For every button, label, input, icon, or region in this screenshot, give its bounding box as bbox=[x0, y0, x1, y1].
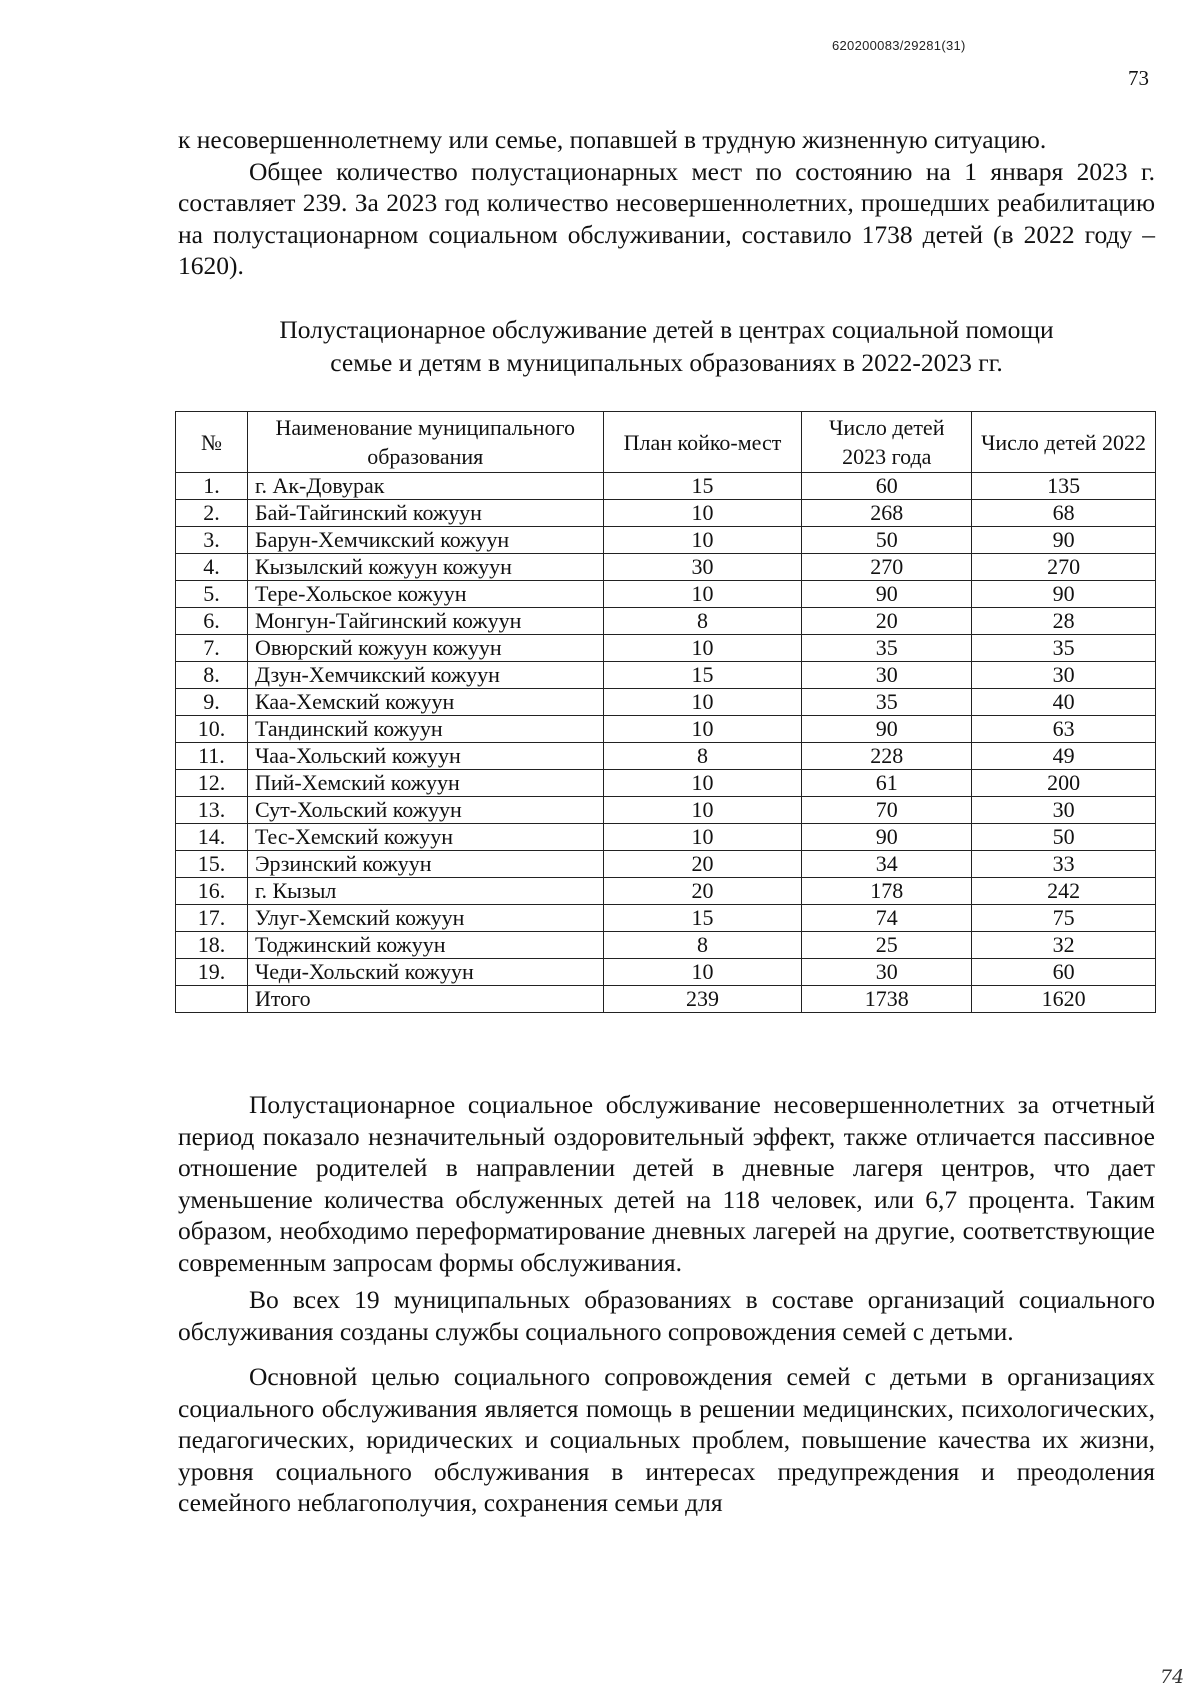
row-plan-beds: 15 bbox=[603, 905, 802, 932]
row-plan-beds: 15 bbox=[603, 662, 802, 689]
row-children-2022: 270 bbox=[972, 554, 1156, 581]
table-row bbox=[176, 959, 1156, 986]
row-number: 10. bbox=[176, 716, 248, 743]
row-plan-beds: 8 bbox=[603, 608, 802, 635]
table-row bbox=[176, 581, 1156, 608]
table-row bbox=[176, 878, 1156, 905]
row-municipality: Барун-Хемчикский кожуун bbox=[247, 527, 603, 554]
table-row bbox=[176, 851, 1156, 878]
row-municipality: Пий-Хемский кожуун bbox=[247, 770, 603, 797]
row-children-2023: 70 bbox=[802, 797, 972, 824]
row-municipality: Каа-Хемский кожуун bbox=[247, 689, 603, 716]
row-children-2022: 1620 bbox=[972, 986, 1156, 1013]
row-number: 8. bbox=[176, 662, 248, 689]
intro-text bbox=[178, 124, 1155, 282]
row-children-2022: 60 bbox=[972, 959, 1156, 986]
row-plan-beds: 10 bbox=[603, 527, 802, 554]
row-children-2023: 268 bbox=[802, 500, 972, 527]
row-number: 4. bbox=[176, 554, 248, 581]
row-municipality: Чаа-Хольский кожуун bbox=[247, 743, 603, 770]
table-row bbox=[176, 689, 1156, 716]
header-children-2022: Число детей 2022 bbox=[972, 412, 1156, 473]
row-children-2022: 90 bbox=[972, 527, 1156, 554]
row-municipality: Эрзинский кожуун bbox=[247, 851, 603, 878]
body-paragraph-2: Во всех 19 муниципальных образованиях в составе организаций социального обслуживания созданы службы социального сопровождения семей с детьми. bbox=[178, 1285, 1155, 1346]
intro-paragraph: Общее количество полустационарных мест по состоянию на 1 января 2023 г. составляет 239. За 2023 год количество несовершеннолетних, прошедших реабилитацию на полустационарном социальном обслуживании, составило 1738 детей (в 2022 году – 1620). bbox=[178, 156, 1155, 280]
row-municipality: Бай-Тайгинский кожуун bbox=[247, 500, 603, 527]
row-children-2023: 90 bbox=[802, 581, 972, 608]
row-number: 7. bbox=[176, 635, 248, 662]
row-children-2022: 90 bbox=[972, 581, 1156, 608]
row-plan-beds: 239 bbox=[603, 986, 802, 1013]
row-plan-beds: 15 bbox=[603, 473, 802, 500]
row-plan-beds: 30 bbox=[603, 554, 802, 581]
row-children-2023: 61 bbox=[802, 770, 972, 797]
row-children-2022: 40 bbox=[972, 689, 1156, 716]
row-number: 2. bbox=[176, 500, 248, 527]
table-row bbox=[176, 554, 1156, 581]
table-row bbox=[176, 527, 1156, 554]
row-municipality: Итого bbox=[247, 986, 603, 1013]
row-number: 5. bbox=[176, 581, 248, 608]
caption-line-2: семье и детям в муниципальных образованиях в 2022-2023 гг. bbox=[330, 348, 1003, 377]
table-row bbox=[176, 716, 1156, 743]
row-children-2022: 50 bbox=[972, 824, 1156, 851]
row-children-2023: 35 bbox=[802, 689, 972, 716]
row-children-2023: 30 bbox=[802, 662, 972, 689]
table-row bbox=[176, 635, 1156, 662]
row-municipality: Сут-Хольский кожуун bbox=[247, 797, 603, 824]
document-id: 620200083/29281(31) bbox=[832, 38, 966, 53]
table-total-row bbox=[176, 986, 1156, 1013]
body-paragraph-1: Полустационарное социальное обслуживание несовершеннолетних за отчетный период показало незначительный оздоровительный эффект, также отличается пассивное отношение родителей в направлении детей в дневные лагеря центров, что дает уменьшение количества обслуженных детей на 118 человек, или 6,7 процента. Таким образом, необходимо переформатирование дневных лагерей на другие, соответствующие современным запросам формы обслуживания. bbox=[178, 1090, 1155, 1277]
row-number: 6. bbox=[176, 608, 248, 635]
row-number: 12. bbox=[176, 770, 248, 797]
row-children-2023: 74 bbox=[802, 905, 972, 932]
table-row bbox=[176, 608, 1156, 635]
body-paragraph-3: Основной целью социального сопровождения семей с детьми в организациях социального обслуживания является помощь в решении медицинских, психологических, педагогических, юридических и социальных проблем, повышение качества их жизни, уровня социального обслуживания в интересах предупреждения и преодоления семейного неблагополучия, сохранения семьи для bbox=[178, 1362, 1155, 1517]
row-children-2022: 200 bbox=[972, 770, 1156, 797]
row-number: 9. bbox=[176, 689, 248, 716]
intro-line: к несовершеннолетнему или семье, попавшей в трудную жизненную ситуацию. bbox=[178, 125, 1047, 154]
row-number: 11. bbox=[176, 743, 248, 770]
row-children-2023: 50 bbox=[802, 527, 972, 554]
row-municipality: Кызылский кожуун кожуун bbox=[247, 554, 603, 581]
table-row bbox=[176, 797, 1156, 824]
row-children-2023: 228 bbox=[802, 743, 972, 770]
header-plan: План койко-мест bbox=[603, 412, 802, 473]
row-children-2022: 135 bbox=[972, 473, 1156, 500]
table-row bbox=[176, 932, 1156, 959]
table-row bbox=[176, 662, 1156, 689]
row-plan-beds: 10 bbox=[603, 689, 802, 716]
row-children-2023: 30 bbox=[802, 959, 972, 986]
header-num: № bbox=[176, 412, 248, 473]
row-children-2023: 25 bbox=[802, 932, 972, 959]
row-children-2022: 242 bbox=[972, 878, 1156, 905]
row-municipality: Чеди-Хольский кожуун bbox=[247, 959, 603, 986]
table-caption bbox=[178, 313, 1155, 379]
row-children-2022: 30 bbox=[972, 797, 1156, 824]
header-name: Наименование муниципального образования bbox=[247, 412, 603, 473]
row-children-2022: 68 bbox=[972, 500, 1156, 527]
row-number: 13. bbox=[176, 797, 248, 824]
row-number bbox=[176, 986, 248, 1013]
row-plan-beds: 8 bbox=[603, 932, 802, 959]
row-municipality: г. Кызыл bbox=[247, 878, 603, 905]
row-children-2023: 35 bbox=[802, 635, 972, 662]
row-children-2023: 20 bbox=[802, 608, 972, 635]
row-plan-beds: 10 bbox=[603, 797, 802, 824]
row-plan-beds: 10 bbox=[603, 635, 802, 662]
row-children-2022: 33 bbox=[972, 851, 1156, 878]
table-body bbox=[176, 473, 1156, 1013]
table-row bbox=[176, 743, 1156, 770]
row-children-2023: 60 bbox=[802, 473, 972, 500]
row-number: 17. bbox=[176, 905, 248, 932]
table-header-row bbox=[176, 412, 1156, 473]
row-children-2022: 28 bbox=[972, 608, 1156, 635]
data-table bbox=[175, 411, 1156, 1013]
row-municipality: Тере-Хольское кожуун bbox=[247, 581, 603, 608]
row-number: 15. bbox=[176, 851, 248, 878]
row-children-2022: 49 bbox=[972, 743, 1156, 770]
header-children-2023: Число детей 2023 года bbox=[802, 412, 972, 473]
row-municipality: Тес-Хемский кожуун bbox=[247, 824, 603, 851]
row-municipality: Улуг-Хемский кожуун bbox=[247, 905, 603, 932]
row-municipality: г. Ак-Довурак bbox=[247, 473, 603, 500]
row-plan-beds: 20 bbox=[603, 851, 802, 878]
row-children-2023: 34 bbox=[802, 851, 972, 878]
caption-line-1: Полустационарное обслуживание детей в центрах социальной помощи bbox=[279, 315, 1054, 344]
row-number: 19. bbox=[176, 959, 248, 986]
row-municipality: Овюрский кожуун кожуун bbox=[247, 635, 603, 662]
row-children-2022: 63 bbox=[972, 716, 1156, 743]
row-plan-beds: 10 bbox=[603, 959, 802, 986]
row-children-2023: 90 bbox=[802, 716, 972, 743]
table-row bbox=[176, 905, 1156, 932]
table-row bbox=[176, 824, 1156, 851]
row-municipality: Дзун-Хемчикский кожуун bbox=[247, 662, 603, 689]
row-children-2023: 178 bbox=[802, 878, 972, 905]
row-children-2022: 32 bbox=[972, 932, 1156, 959]
row-number: 1. bbox=[176, 473, 248, 500]
row-number: 18. bbox=[176, 932, 248, 959]
row-plan-beds: 8 bbox=[603, 743, 802, 770]
table-row bbox=[176, 500, 1156, 527]
row-plan-beds: 10 bbox=[603, 581, 802, 608]
row-plan-beds: 10 bbox=[603, 500, 802, 527]
row-municipality: Тандинский кожуун bbox=[247, 716, 603, 743]
row-children-2022: 75 bbox=[972, 905, 1156, 932]
row-children-2023: 270 bbox=[802, 554, 972, 581]
row-number: 14. bbox=[176, 824, 248, 851]
row-plan-beds: 10 bbox=[603, 716, 802, 743]
row-children-2023: 1738 bbox=[802, 986, 972, 1013]
row-plan-beds: 10 bbox=[603, 770, 802, 797]
row-number: 16. bbox=[176, 878, 248, 905]
row-plan-beds: 20 bbox=[603, 878, 802, 905]
body-text bbox=[178, 1089, 1155, 1519]
row-municipality: Монгун-Тайгинский кожуун bbox=[247, 608, 603, 635]
row-plan-beds: 10 bbox=[603, 824, 802, 851]
row-children-2023: 90 bbox=[802, 824, 972, 851]
handwritten-mark: 74 bbox=[1160, 1666, 1185, 1688]
table-row bbox=[176, 770, 1156, 797]
table-row bbox=[176, 473, 1156, 500]
row-children-2022: 35 bbox=[972, 635, 1156, 662]
row-children-2022: 30 bbox=[972, 662, 1156, 689]
row-number: 3. bbox=[176, 527, 248, 554]
row-municipality: Тоджинский кожуун bbox=[247, 932, 603, 959]
page-number: 73 bbox=[1128, 66, 1149, 90]
